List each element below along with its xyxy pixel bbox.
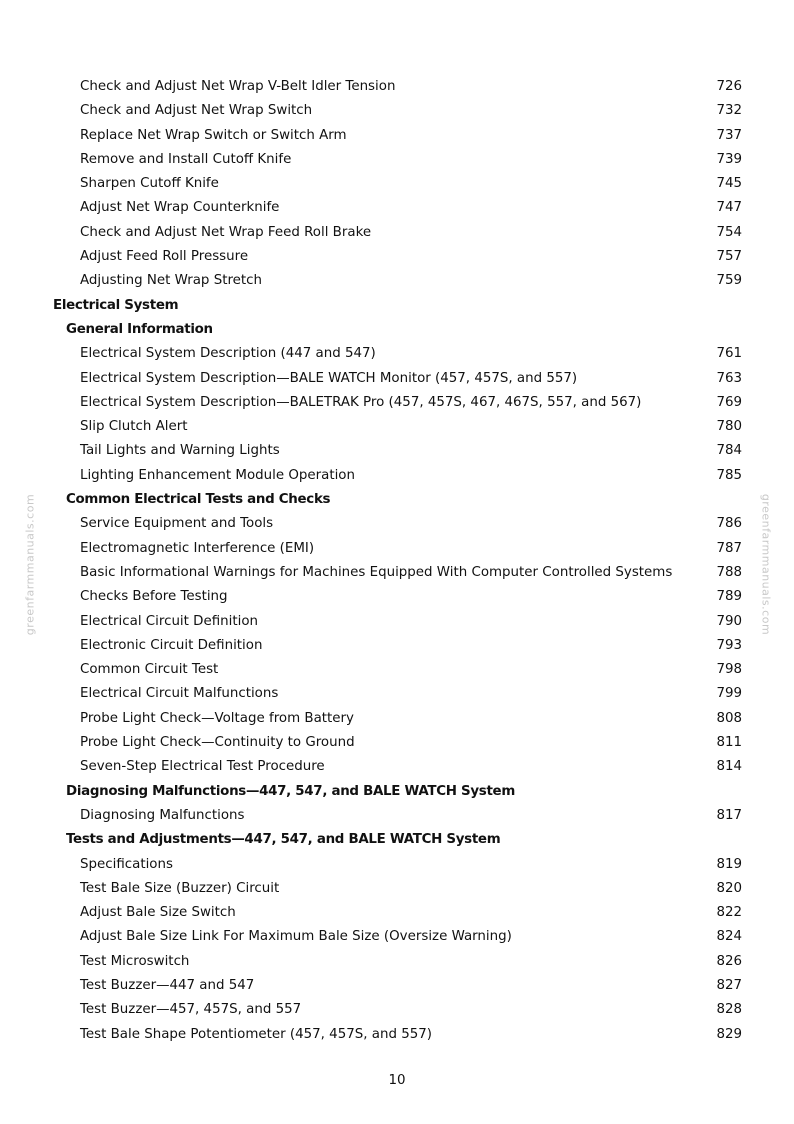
toc-entry-title: Test Bale Shape Potentiometer (457, 457S, and 557) [80,1026,432,1042]
toc-entry[interactable] [0,391,794,415]
toc-entry-title: Electrical Circuit Malfunctions [80,686,279,702]
toc-entry-page: 827 [716,977,742,993]
page-number: 10 [388,1073,406,1088]
toc-entry-page: 826 [716,953,742,969]
toc-entry[interactable] [0,512,794,536]
toc-entry-page: 726 [716,79,742,94]
toc-entry-title: Electrical System Description (447 and 547) [80,346,376,362]
toc-entry-title: Basic Informational Warnings for Machines Equipped With Computer Controlled Systems [80,564,673,580]
toc-entry[interactable] [0,221,794,245]
toc-entry-page: 759 [716,273,742,289]
toc-entry[interactable] [0,537,794,561]
toc-entry-title: Common Circuit Test [80,662,219,678]
toc-entry[interactable] [0,804,794,828]
toc-entry[interactable] [0,196,794,220]
toc-entry-page: 808 [716,710,742,726]
toc-entry-title: Electrical Circuit Definition [80,613,259,629]
toc-entry-title: Diagnosing Malfunctions—447, 547, and BALE WATCH System [66,783,515,799]
toc-entry-page: 828 [716,1002,742,1018]
toc-entry-page: 761 [716,346,742,362]
toc-entry-page: 745 [716,176,742,192]
toc-entry-page: 786 [716,516,742,532]
toc-entry[interactable] [0,75,794,99]
toc-entry[interactable] [0,561,794,585]
toc-entry-title: Lighting Enhancement Module Operation [80,467,355,483]
toc-entry-title: Check and Adjust Net Wrap V-Belt Idler Tension [80,79,396,94]
toc-entry[interactable] [0,610,794,634]
toc-entry[interactable] [0,901,794,925]
toc-entry[interactable] [0,658,794,682]
toc-entry-page: 790 [716,613,742,629]
toc-entry[interactable] [0,342,794,366]
toc-entry-page: 799 [716,686,742,702]
toc-entry-title: Electronic Circuit Definition [80,637,263,653]
toc-entry[interactable] [0,269,794,293]
table-of-contents [0,75,794,1047]
toc-entry-title: Diagnosing Malfunctions [80,807,245,823]
toc-entry-title: Adjusting Net Wrap Stretch [80,273,262,289]
toc-entry[interactable] [0,415,794,439]
toc-entry-page: 757 [716,249,742,265]
toc-entry-title: Sharpen Cutoff Knife [80,176,219,192]
toc-entry[interactable] [0,853,794,877]
toc-entry-title: Adjust Bale Size Switch [80,905,236,921]
toc-entry[interactable] [0,99,794,123]
toc-entry-page: 789 [716,589,742,605]
toc-entry-page: 769 [716,394,742,410]
toc-entry-title: Probe Light Check—Voltage from Battery [80,710,354,726]
toc-entry[interactable] [0,755,794,779]
toc-entry-page: 819 [716,856,742,872]
toc-entry[interactable] [0,439,794,463]
toc-entry-title: Test Buzzer—457, 457S, and 557 [80,1002,302,1018]
toc-entry-page: 798 [716,662,742,678]
toc-entry-title: Adjust Net Wrap Counterknife [80,200,280,216]
toc-entry-page: 829 [716,1026,742,1042]
toc-entry-title: Slip Clutch Alert [80,419,188,435]
toc-entry[interactable] [0,124,794,148]
toc-entry-title: Replace Net Wrap Switch or Switch Arm [80,127,347,143]
toc-entry-page: 732 [716,103,742,119]
toc-entry-page: 814 [716,759,742,775]
toc-entry-title: Adjust Bale Size Link For Maximum Bale Size (Oversize Warning) [80,929,512,945]
toc-entry-title: Electrical System Description—BALE WATCH Monitor (457, 457S, and 557) [80,370,578,386]
toc-entry[interactable] [0,148,794,172]
watermark-left: greenfarmmanuals.com [23,493,37,636]
toc-entry-page: 824 [716,929,742,945]
toc-entry[interactable] [0,1023,794,1047]
toc-entry-title: Electrical System [53,297,179,313]
toc-entry-page: 747 [716,200,742,216]
toc-entry-title: Tests and Adjustments—447, 547, and BALE WATCH System [66,832,501,848]
toc-entry[interactable] [0,682,794,706]
toc-entry-title: Adjust Feed Roll Pressure [80,249,249,265]
toc-entry-page: 822 [716,905,742,921]
toc-entry[interactable] [0,172,794,196]
toc-entry-page: 739 [716,151,742,167]
toc-entry-title: Test Microswitch [80,953,190,969]
toc-entry[interactable] [0,707,794,731]
toc-entry-title: Service Equipment and Tools [80,516,274,532]
toc-entry-page: 811 [716,735,742,751]
toc-entry-page: 793 [716,637,742,653]
toc-entry[interactable] [0,585,794,609]
toc-entry-title: Specifications [80,856,173,872]
toc-section-heading [0,828,794,852]
toc-entry-title: Checks Before Testing [80,589,228,605]
toc-section-heading [0,318,794,342]
toc-entry[interactable] [0,877,794,901]
toc-entry[interactable] [0,634,794,658]
toc-entry-title: Check and Adjust Net Wrap Feed Roll Brake [80,224,372,240]
toc-entry-title: Tail Lights and Warning Lights [80,443,280,459]
toc-entry-title: Test Buzzer—447 and 547 [80,977,255,993]
toc-entry-page: 788 [716,564,742,580]
toc-entry-title: Remove and Install Cutoff Knife [80,151,292,167]
toc-entry-page: 737 [716,127,742,143]
toc-entry-page: 785 [716,467,742,483]
toc-entry[interactable] [0,974,794,998]
toc-section-heading [0,294,794,318]
toc-entry-title: General Information [66,321,213,337]
toc-entry[interactable] [0,731,794,755]
toc-entry[interactable] [0,925,794,949]
toc-entry-page: 787 [716,540,742,556]
toc-entry-page: 763 [716,370,742,386]
toc-entry-title: Test Bale Size (Buzzer) Circuit [80,880,280,896]
toc-entry-title: Electromagnetic Interference (EMI) [80,540,315,556]
toc-entry-page: 784 [716,443,742,459]
toc-section-heading [0,780,794,804]
toc-entry[interactable] [0,464,794,488]
toc-entry-title: Electrical System Description—BALETRAK Pro (457, 457S, 467, 467S, 557, and 567) [80,394,642,410]
toc-entry[interactable] [0,245,794,269]
toc-entry-title: Seven-Step Electrical Test Procedure [80,759,325,775]
toc-entry-page: 780 [716,419,742,435]
toc-entry-page: 754 [716,224,742,240]
toc-entry[interactable] [0,367,794,391]
toc-entry-page: 817 [716,807,742,823]
toc-entry-page: 820 [716,880,742,896]
toc-entry-title: Check and Adjust Net Wrap Switch [80,103,313,119]
toc-entry[interactable] [0,998,794,1022]
toc-entry-title: Common Electrical Tests and Checks [66,492,331,508]
toc-section-heading [0,488,794,512]
watermark-right: greenfarmmanuals.com [759,493,773,636]
toc-entry-title: Probe Light Check—Continuity to Ground [80,735,355,751]
toc-entry[interactable] [0,950,794,974]
